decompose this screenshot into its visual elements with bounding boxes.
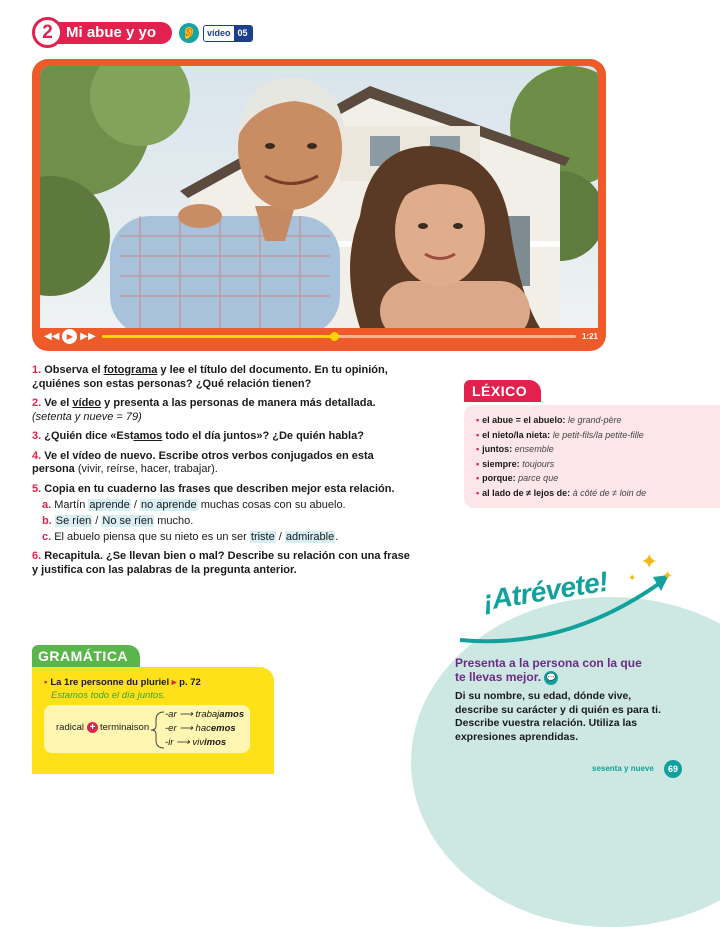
video-still-image[interactable]	[40, 66, 598, 328]
video-tag-label: vídeo	[204, 26, 234, 41]
gramatica-example: Estamos todo el día juntos.	[51, 690, 166, 701]
speech-bubble-icon: 💬	[544, 671, 558, 685]
video-tag-number: 05	[234, 26, 252, 41]
plus-icon: +	[87, 722, 98, 733]
gramatica-radical: radical	[56, 722, 84, 733]
lexico-item: • porque: parce que	[476, 473, 559, 483]
atrevete-heading: Presenta a la persona con la que te llevas mejor. 💬	[455, 656, 642, 684]
lexico-item: • siempre: toujours	[476, 458, 555, 469]
play-button[interactable]: ▶	[62, 329, 77, 344]
video-progress-fill	[102, 335, 334, 338]
gramatica-ending-ar: -ar ⟶ trabajamos	[165, 709, 245, 720]
video-progress-knob[interactable]	[330, 332, 339, 341]
gramatica-ending-ir: -ir ⟶ vivimos	[165, 737, 227, 748]
gramatica-rule: • La 1re personne du pluriel ▸ p. 72	[44, 677, 201, 688]
gramatica-terminaison: terminaison	[100, 722, 150, 733]
sparkle-icon: ✦	[640, 549, 659, 574]
brace-icon	[150, 710, 166, 750]
lexico-item: • juntos: ensemble	[476, 444, 554, 454]
video-controls	[40, 328, 598, 344]
lexico-item: • el nieto/la nieta: le petit-fils/la petite-fille	[476, 429, 644, 440]
activities-list	[32, 364, 412, 583]
section-number-badge: 2	[32, 17, 63, 48]
activity-2-note: (setenta y nueve = 79)	[32, 410, 142, 423]
activity-1: 1. Observa el fotograma y lee el título del documento. En tu opinión, ¿quiénes son estas personas? ¿Qué relación tienen?	[32, 364, 388, 390]
activity-6: 6. Recapitula. ¿Se llevan bien o mal? Describe su relación con una frase y justifica con las palabras de la pregunta anterior.	[32, 550, 410, 576]
atrevete-body: Di su nombre, su edad, dónde vive, describe su carácter y di quién es para ti. Describe vuestra relación. Utiliza las expresiones aprendidas.	[455, 690, 662, 743]
rewind-icon[interactable]: ◀◀	[44, 330, 60, 342]
forward-icon[interactable]: ▶▶	[80, 330, 96, 342]
page-number-words: sesenta y nueve	[592, 764, 654, 773]
activity-5b: b. Se ríen / No se ríen mucho.	[42, 515, 194, 527]
atrevete-title: ¡Atrévete!	[480, 565, 610, 617]
lexico-item: • el abue = el abuelo: le grand-père	[476, 415, 622, 425]
activity-5a: a. Martín aprende / no aprende muchas cosas con su abuelo.	[42, 499, 346, 511]
activity-4: 4. Ve el vídeo de nuevo. Escribe otros verbos conjugados en esta persona (vivir, reírse, hacer, trabajar).	[32, 449, 374, 475]
video-progress-track[interactable]	[102, 335, 576, 338]
sparkle-icon: ✦	[628, 573, 637, 584]
gramatica-ending-er: -er ⟶ hacemos	[165, 723, 236, 734]
activity-5c: c. El abuelo piensa que su nieto es un ser triste / admirable.	[42, 531, 339, 543]
video-time: 1:21	[581, 331, 598, 341]
lexico-list	[476, 413, 716, 500]
page-number: 69	[664, 760, 682, 778]
section-title: Mi abue y yo	[52, 22, 172, 44]
activity-3: 3. ¿Quién dice «Estamos todo el día juntos»? ¿De quién habla?	[32, 430, 364, 442]
activity-5: 5. Copia en tu cuaderno las frases que describen mejor esta relación. a. Martín aprende / no aprende muchas cosas con su abuelo. b. Se ríen / No se ríen mucho. c. El abuelo piensa que su nieto es un ser triste / admirable.	[32, 483, 412, 545]
video-tag	[203, 25, 253, 42]
lexico-item: • al lado de ≠ lejos de: à côté de ≠ loin de	[476, 487, 647, 498]
sparkle-icon: ✦	[662, 568, 673, 583]
activity-2: 2. Ve el vídeo y presenta a las personas de manera más detallada. (setenta y nueve = 79)	[32, 397, 376, 423]
gramatica-title: GRAMÁTICA	[32, 645, 140, 667]
lexico-title: LÉXICO	[464, 380, 541, 402]
gramatica-page-ref[interactable]: p. 72	[179, 677, 201, 688]
listening-ear-icon: 👂	[179, 23, 199, 43]
